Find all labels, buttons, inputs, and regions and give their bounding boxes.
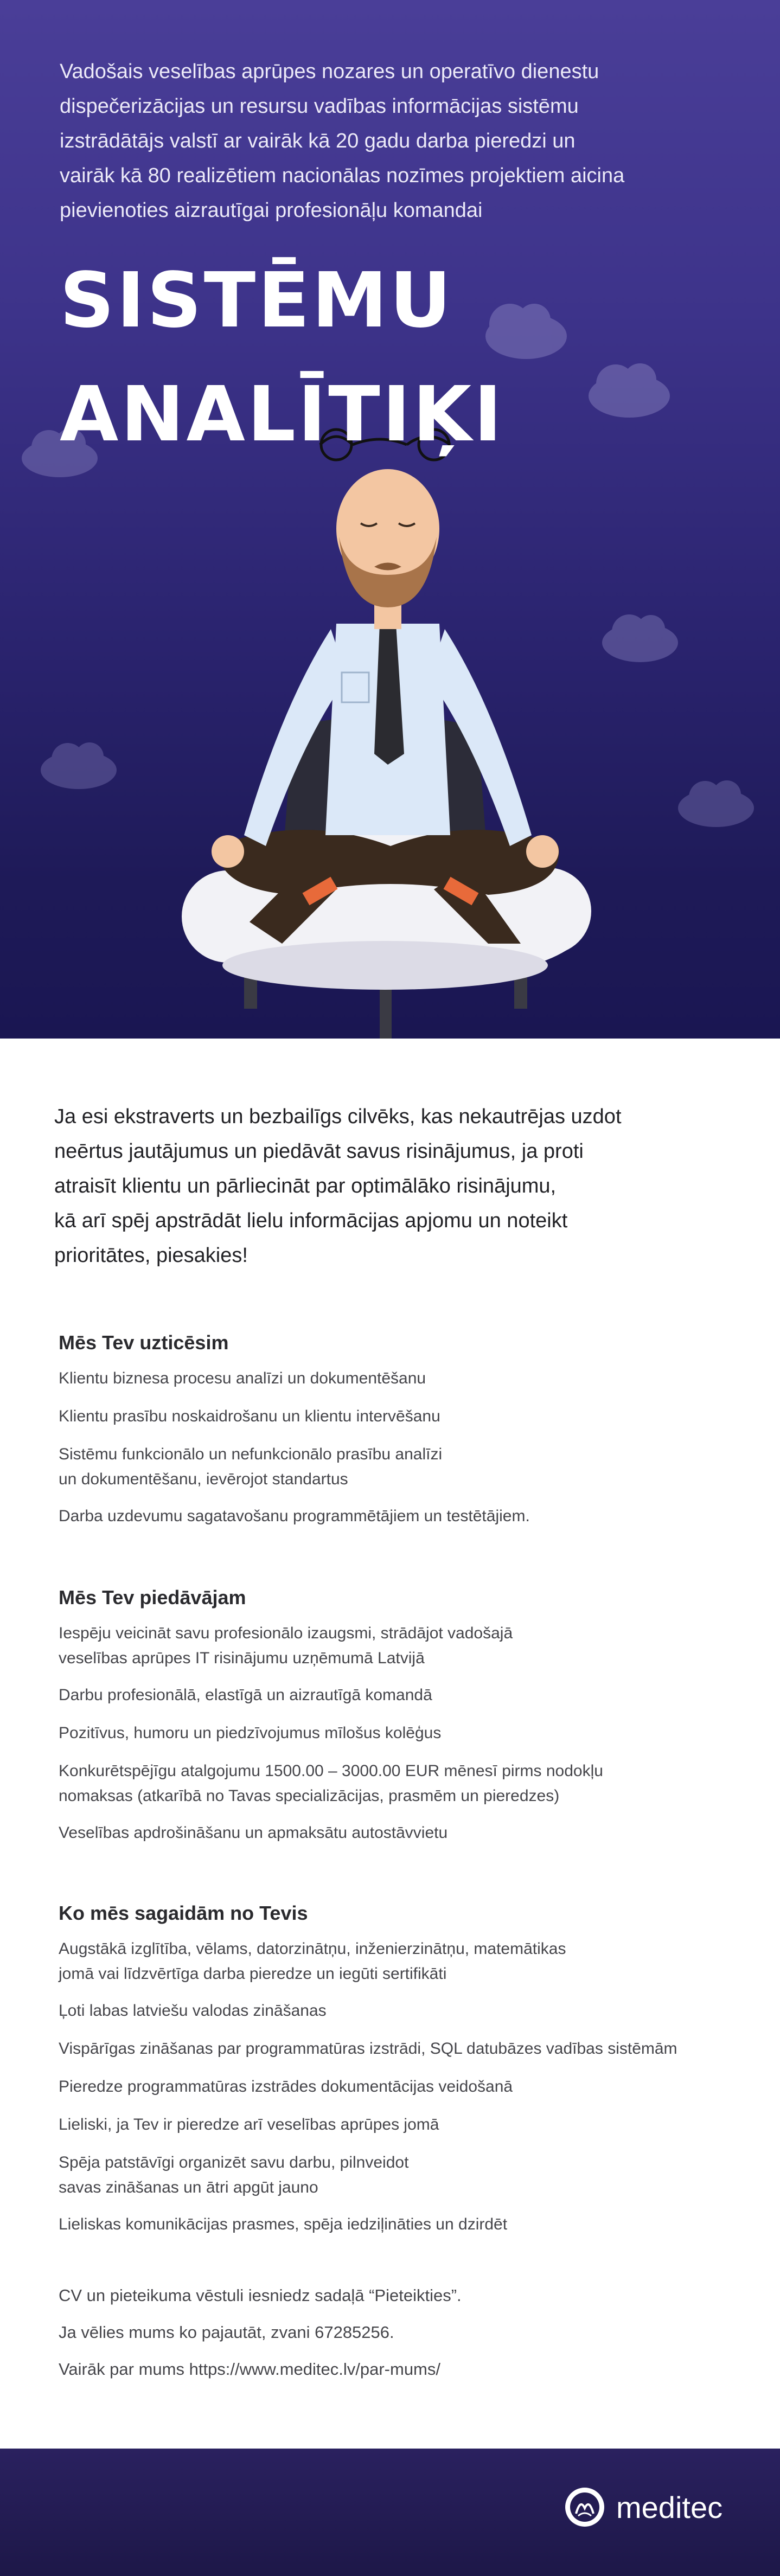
- cloud-icon: [41, 742, 117, 789]
- apply-note: CV un pieteikuma vēstuli iesniedz sadaļā “Pieteikties”.: [59, 2286, 462, 2305]
- list-item: Pozitīvus, humoru un piedzīvojumus mīlošus kolēģus: [59, 1724, 442, 1742]
- list-item: Klientu biznesa procesu analīzi un dokumentēšanu: [59, 1369, 426, 1387]
- list-item: Sistēmu funkcionālo un nefunkcionālo prasību analīzi un dokumentēšanu, ievērojot standartus: [59, 1445, 443, 1488]
- list-item: Konkurētspējīgu atalgojumu 1500.00 – 3000.00 EUR mēnesī pirms nodokļu nomaksas (atkarībā no Tavas specializācijas, prasmēm un pieredzes): [59, 1762, 603, 1805]
- right-hand: [526, 835, 559, 868]
- cloud-icon: [589, 363, 670, 418]
- cloud-icon: [678, 780, 754, 827]
- footer-bar: [0, 2449, 780, 2576]
- section-title-requirements: Ko mēs sagaidām no Tevis: [59, 1902, 308, 1924]
- hero-banner: [0, 0, 780, 1039]
- left-hand: [212, 835, 244, 868]
- list-item: Darbu profesionālā, elastīgā un aizrautīgā komandā: [59, 1686, 432, 1704]
- list-item: Klientu prasību noskaidrošanu un klientu intervēšanu: [59, 1407, 440, 1425]
- cloud-seat-shadow: [222, 941, 548, 990]
- list-item: Pieredze programmatūras izstrādes dokumentācijas veidošanā: [59, 2078, 513, 2096]
- list-item: Lieliskas komunikācijas prasmes, spēja iedziļināties un dzirdēt: [59, 2215, 508, 2233]
- list-item: Lieliski, ja Tev ir pieredze arī veselības aprūpes jomā: [59, 2116, 439, 2133]
- cloud-icon: [602, 614, 678, 662]
- section-title-offer: Mēs Tev piedāvājam: [59, 1586, 246, 1609]
- brand-name: meditec: [616, 2490, 723, 2524]
- list-item: Darba uzdevumu sagatavošanu programmētājiem un testētājiem.: [59, 1507, 530, 1525]
- list-item: Veselības apdrošināšanu un apmaksātu autostāvvietu: [59, 1824, 448, 1842]
- list-item: Iespēju veicināt savu profesionālo izaugsmi, strādājot vadošajā veselības aprūpes IT risinājumu uzņēmumā Latvijā: [59, 1624, 513, 1667]
- lead-paragraph: Ja esi ekstraverts un bezbailīgs cilvēks, kas nekautrējas uzdot neērtus jautājumus un piedāvāt savus risinājumus, ja proti atraisīt klientu un pārliecināt par optimālāko risinājumu, kā arī spēj apstrādāt lielu informācijas apjomu un noteikt prioritātes, piesakies!: [54, 1105, 622, 1267]
- meditating-analyst-illustration: [0, 0, 780, 1039]
- about-link[interactable]: Vairāk par mums https://www.meditec.lv/par-mums/: [59, 2360, 440, 2379]
- hero-intro: Vadošais veselības aprūpes nozares un operatīvo dienestu dispečerizācijas un resursu vadības informācijas sistēmu izstrādātājs valstī ar vairāk kā 20 gadu darba pieredzi un vairāk kā 80 realizētiem nacionālas nozīmes projektiem aicina pievienoties aizrautīgai profesionāļu komandai: [60, 60, 625, 222]
- section-title-responsibilities: Mēs Tev uzticēsim: [59, 1331, 229, 1354]
- list-item: Augstākā izglītība, vēlams, datorzinātņu, inženierzinātņu, matemātikas jomā vai līdzvērtīga darba pieredze un iegūti sertifikāti: [59, 1940, 566, 1983]
- list-item: Spēja patstāvīgi organizēt savu darbu, pilnveidot savas zināšanas un ātri apgūt jauno: [59, 2154, 409, 2196]
- contact-phone: Ja vēlies mums ko pajautāt, zvani 67285256.: [59, 2323, 394, 2342]
- meditec-logo-icon: [564, 2487, 605, 2528]
- brand-logo[interactable]: [564, 2487, 723, 2528]
- list-item: Ļoti labas latviešu valodas zināšanas: [59, 2002, 327, 2020]
- hero-title: SISTĒMU ANALĪTIĶI: [60, 257, 504, 459]
- list-item: Vispārīgas zināšanas par programmatūras izstrādi, SQL datubāzes vadības sistēmām: [59, 2040, 677, 2058]
